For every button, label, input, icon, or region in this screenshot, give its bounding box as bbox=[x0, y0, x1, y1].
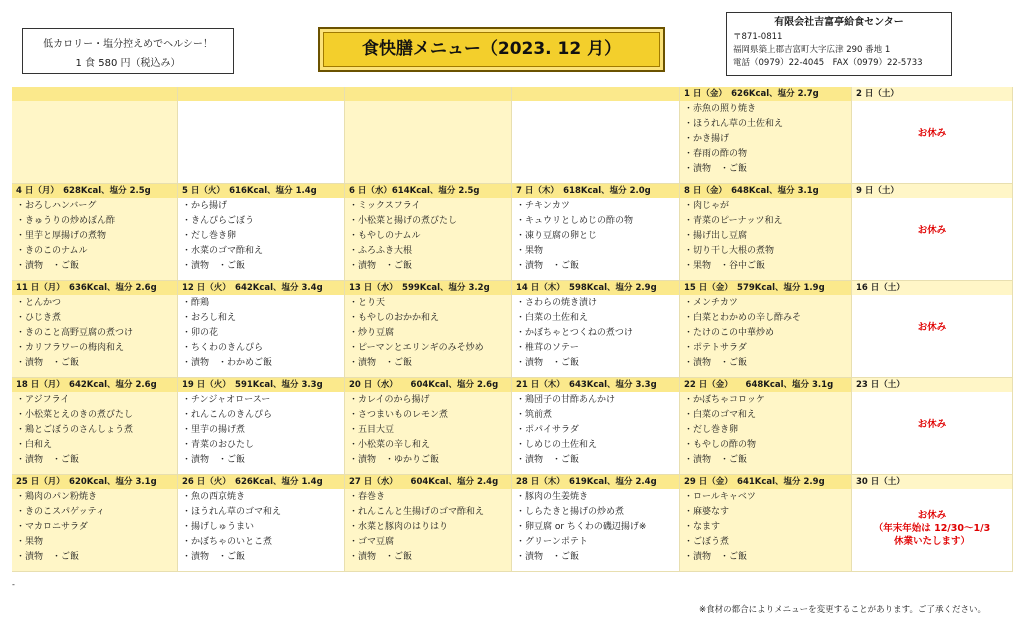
day-menu-list bbox=[680, 295, 851, 371]
menu-item: ・ゴマ豆腐 bbox=[349, 537, 395, 547]
menu-item: ・漬物 ・ご飯 bbox=[182, 455, 246, 465]
day-header: 7 日（木） 618Kcal、塩分 2.0g bbox=[512, 184, 679, 198]
calendar-day-cell bbox=[12, 184, 178, 281]
calendar-day-cell bbox=[512, 184, 680, 281]
menu-item: ・チキンカツ bbox=[516, 201, 570, 211]
menu-item: ・揚げしゅうまい bbox=[182, 522, 255, 532]
calendar-day-cell bbox=[345, 475, 512, 572]
menu-item: ・漬物 ・ご飯 bbox=[349, 261, 413, 271]
holiday-label: お休み bbox=[917, 128, 947, 139]
menu-item: ・キュウリとしめじの酢の物 bbox=[516, 216, 634, 226]
calendar-day-cell bbox=[345, 87, 512, 184]
menu-item: ・きんぴらごぼう bbox=[182, 216, 255, 226]
calendar-day-cell bbox=[12, 378, 178, 475]
footer-mark: - bbox=[12, 580, 15, 589]
menu-item: ・もやしの酢の物 bbox=[684, 440, 757, 450]
day-header: 4 日（月） 628Kcal、塩分 2.5g bbox=[12, 184, 177, 198]
day-header: 14 日（木） 598Kcal、塩分 2.9g bbox=[512, 281, 679, 295]
calendar-day-cell bbox=[852, 475, 1013, 572]
menu-item: ・きのこと高野豆腐の煮つけ bbox=[16, 328, 134, 338]
company-name: 有限会社吉富亭給食センター bbox=[774, 17, 904, 28]
menu-item: ・ほうれん草のゴマ和え bbox=[182, 507, 282, 517]
calendar-day-cell bbox=[12, 281, 178, 378]
day-header: 18 日（月） 642Kcal、塩分 2.6g bbox=[12, 378, 177, 392]
menu-item: ・かぼちゃコロッケ bbox=[684, 395, 765, 405]
day-menu-list bbox=[178, 392, 344, 468]
menu-item: ・漬物 ・ご飯 bbox=[16, 455, 80, 465]
calendar-day-cell bbox=[852, 281, 1013, 378]
menu-item: ・かぼちゃのいとこ煮 bbox=[182, 537, 273, 547]
footer-note: ※食材の都合によりメニューを変更することがあります。ご了承ください。 bbox=[699, 605, 986, 615]
menu-item: ・から揚げ bbox=[182, 201, 228, 211]
day-header: 8 日（金） 648Kcal、塩分 3.1g bbox=[680, 184, 851, 198]
holiday-note: （年末年始は 12/30～1/3 bbox=[873, 523, 991, 534]
menu-item: ・水菜のゴマ酢和え bbox=[182, 246, 264, 256]
holiday-label: お休み bbox=[917, 510, 947, 521]
day-header bbox=[512, 87, 679, 101]
menu-item: ・炒り豆腐 bbox=[349, 328, 395, 338]
menu-item: ・漬物 ・ご飯 bbox=[516, 358, 580, 368]
day-menu-list bbox=[345, 489, 511, 565]
menu-item: ・ロールキャベツ bbox=[684, 492, 756, 502]
menu-item: ・里芋の揚げ煮 bbox=[182, 425, 246, 435]
calendar-day-cell bbox=[680, 184, 852, 281]
menu-item: ・とんかつ bbox=[16, 298, 62, 308]
calendar-day-cell bbox=[512, 87, 680, 184]
menu-item: ・漬物 ・ご飯 bbox=[684, 455, 748, 465]
day-menu-list bbox=[512, 489, 679, 565]
company-address: 福岡県築上郡吉富町大字広津 290 番地 1 bbox=[733, 45, 891, 55]
menu-item: ・漬物 ・ご飯 bbox=[516, 261, 580, 271]
holiday-notice bbox=[852, 418, 1012, 431]
company-box bbox=[726, 12, 952, 76]
day-menu-list bbox=[680, 392, 851, 468]
menu-item: ・春雨の酢の物 bbox=[684, 149, 748, 159]
calendar-day-cell bbox=[512, 475, 680, 572]
holiday-notice bbox=[852, 509, 1012, 548]
day-header: 23 日（土） bbox=[852, 378, 1012, 392]
menu-item: ・ミックスフライ bbox=[349, 201, 421, 211]
menu-item: ・漬物 ・ご飯 bbox=[516, 552, 580, 562]
menu-item: ・白菜のゴマ和え bbox=[684, 410, 757, 420]
calendar-day-cell bbox=[178, 184, 345, 281]
day-header: 9 日（土） bbox=[852, 184, 1012, 198]
calendar-day-cell bbox=[345, 184, 512, 281]
company-postal: 〒871-0811 bbox=[733, 32, 783, 42]
menu-item: ・しめじの土佐和え bbox=[516, 440, 598, 450]
calendar-day-cell bbox=[12, 475, 178, 572]
menu-item: ・ピーマンとエリンギのみそ炒め bbox=[349, 343, 484, 353]
day-menu-list bbox=[345, 295, 511, 371]
menu-item: ・ひじき煮 bbox=[16, 313, 62, 323]
menu-item: ・おろしハンバーグ bbox=[16, 201, 97, 211]
day-header bbox=[345, 87, 511, 101]
company-contact: 電話（0979）22-4045 FAX（0979）22-5733 bbox=[733, 58, 923, 68]
menu-item: ・だし巻き卵 bbox=[182, 231, 237, 241]
day-header: 13 日（水） 599Kcal、塩分 3.2g bbox=[345, 281, 511, 295]
menu-item: ・鶏とごぼうのさんしょう煮 bbox=[16, 425, 134, 435]
day-menu-list bbox=[512, 392, 679, 468]
menu-item: ・白菜とわかめの辛し酢みそ bbox=[684, 313, 802, 323]
day-menu-list bbox=[12, 489, 177, 565]
menu-item: ・カレイのから揚げ bbox=[349, 395, 430, 405]
menu-item: ・かぼちゃとつくねの煮つけ bbox=[516, 328, 633, 338]
menu-item: ・ごぼう煮 bbox=[684, 537, 730, 547]
day-header: 5 日（火） 616Kcal、塩分 1.4g bbox=[178, 184, 344, 198]
day-header: 20 日（水） 604Kcal、塩分 2.6g bbox=[345, 378, 511, 392]
menu-item: ・漬物 ・ご飯 bbox=[182, 261, 246, 271]
day-header: 19 日（火） 591Kcal、塩分 3.3g bbox=[178, 378, 344, 392]
menu-item: ・マカロニサラダ bbox=[16, 522, 88, 532]
menu-item: ・漬物 ・ゆかりご飯 bbox=[349, 455, 440, 465]
menu-item: ・もやしのおかか和え bbox=[349, 313, 440, 323]
menu-item: ・五目大豆 bbox=[349, 425, 395, 435]
menu-title: 食快膳メニュー（2023. 12 月） bbox=[318, 27, 665, 72]
menu-item: ・漬物 ・ご飯 bbox=[516, 455, 580, 465]
day-menu-list bbox=[178, 198, 344, 274]
menu-item: ・切り干し大根の煮物 bbox=[684, 246, 775, 256]
tagline-box bbox=[22, 28, 234, 74]
day-menu-list bbox=[12, 392, 177, 468]
menu-item: ・きゅうりの炒めぽん酢 bbox=[16, 216, 116, 226]
day-header: 27 日（水） 604Kcal、塩分 2.4g bbox=[345, 475, 511, 489]
day-header bbox=[12, 87, 177, 101]
menu-item: ・春巻き bbox=[349, 492, 386, 502]
menu-item: ・おろし和え bbox=[182, 313, 237, 323]
menu-item: ・たけのこの中華炒め bbox=[684, 328, 775, 338]
menu-calendar bbox=[12, 87, 1013, 572]
day-header: 16 日（土） bbox=[852, 281, 1012, 295]
menu-item: ・漬物 ・ご飯 bbox=[16, 552, 80, 562]
day-header: 1 日（金） 626Kcal、塩分 2.7g bbox=[680, 87, 851, 101]
menu-item: ・メンチカツ bbox=[684, 298, 738, 308]
tagline: 低カロリー・塩分控えめでヘルシー！ bbox=[43, 39, 213, 50]
menu-item: ・酢鶏 bbox=[182, 298, 210, 308]
menu-item: ・揚げ出し豆腐 bbox=[684, 231, 748, 241]
day-menu-list bbox=[178, 489, 344, 565]
calendar-day-cell bbox=[178, 281, 345, 378]
day-header: 12 日（火） 642Kcal、塩分 3.4g bbox=[178, 281, 344, 295]
menu-item: ・さつまいものレモン煮 bbox=[349, 410, 449, 420]
menu-item: ・白和え bbox=[16, 440, 53, 450]
menu-item: ・だし巻き卵 bbox=[684, 425, 739, 435]
menu-item: ・肉じゃが bbox=[684, 201, 730, 211]
holiday-notice bbox=[852, 321, 1012, 334]
day-menu-list bbox=[680, 489, 851, 565]
holiday-notice bbox=[852, 127, 1012, 140]
menu-item: ・漬物 ・ご飯 bbox=[16, 358, 80, 368]
calendar-day-cell bbox=[680, 87, 852, 184]
day-menu-list bbox=[680, 198, 851, 274]
day-menu-list bbox=[345, 198, 511, 274]
calendar-day-cell bbox=[680, 281, 852, 378]
menu-item: ・しらたきと揚げの炒め煮 bbox=[516, 507, 625, 517]
calendar-day-cell bbox=[12, 87, 178, 184]
day-header: 25 日（月） 620Kcal、塩分 3.1g bbox=[12, 475, 177, 489]
menu-item: ・もやしのナムル bbox=[349, 231, 421, 241]
day-menu-list bbox=[12, 295, 177, 371]
menu-item: ・きのこスパゲッティ bbox=[16, 507, 105, 517]
day-header: 11 日（月） 636Kcal、塩分 2.6g bbox=[12, 281, 177, 295]
menu-item: ・漬物 ・ご飯 bbox=[16, 261, 80, 271]
menu-item: ・鶏肉のパン粉焼き bbox=[16, 492, 98, 502]
menu-item: ・カリフラワーの梅肉和え bbox=[16, 343, 125, 353]
menu-item: ・果物 bbox=[16, 537, 44, 547]
day-header: 28 日（木） 619Kcal、塩分 2.4g bbox=[512, 475, 679, 489]
menu-item: ・漬物 ・ご飯 bbox=[349, 358, 413, 368]
menu-item: ・白菜の土佐和え bbox=[516, 313, 589, 323]
day-header: 2 日（土） bbox=[852, 87, 1012, 101]
holiday-label: お休み bbox=[917, 225, 947, 236]
menu-item: ・青菜のおひたし bbox=[182, 440, 255, 450]
calendar-day-cell bbox=[680, 378, 852, 475]
calendar-day-cell bbox=[345, 281, 512, 378]
day-header: 29 日（金） 641Kcal、塩分 2.9g bbox=[680, 475, 851, 489]
menu-item: ・漬物 ・ご飯 bbox=[349, 552, 413, 562]
menu-item: ・チンジャオロースー bbox=[182, 395, 271, 405]
menu-item: ・豚肉の生姜焼き bbox=[516, 492, 589, 502]
calendar-day-cell bbox=[178, 378, 345, 475]
calendar-day-cell bbox=[512, 281, 680, 378]
day-header: 26 日（火） 626Kcal、塩分 1.4g bbox=[178, 475, 344, 489]
menu-item: ・筑前煮 bbox=[516, 410, 553, 420]
menu-item: ・漬物 ・ご飯 bbox=[182, 552, 246, 562]
menu-item: ・凍り豆腐の卵とじ bbox=[516, 231, 598, 241]
day-menu-list bbox=[512, 295, 679, 371]
menu-item: ・果物 ・谷中ご飯 bbox=[684, 261, 766, 271]
menu-item: ・れんこんのきんぴら bbox=[182, 410, 273, 420]
menu-item: ・里芋と厚揚げの煮物 bbox=[16, 231, 107, 241]
menu-item: ・ふろふき大根 bbox=[349, 246, 413, 256]
day-menu-list bbox=[178, 295, 344, 371]
menu-item: ・ちくわのきんぴら bbox=[182, 343, 264, 353]
menu-item: ・かき揚げ bbox=[684, 134, 730, 144]
menu-item: ・アジフライ bbox=[16, 395, 70, 405]
holiday-note: 休業いたします） bbox=[893, 536, 970, 547]
calendar-day-cell bbox=[178, 87, 345, 184]
menu-item: ・グリーンポテト bbox=[516, 537, 588, 547]
calendar-day-cell bbox=[852, 184, 1013, 281]
menu-item: ・小松菜の辛し和え bbox=[349, 440, 431, 450]
day-menu-list bbox=[680, 101, 851, 177]
menu-item: ・小松菜とえのきの煮びたし bbox=[16, 410, 134, 420]
calendar-day-cell bbox=[680, 475, 852, 572]
calendar-day-cell bbox=[178, 475, 345, 572]
menu-item: ・ポパイサラダ bbox=[516, 425, 579, 435]
day-header: 22 日（金） 648Kcal、塩分 3.1g bbox=[680, 378, 851, 392]
menu-item: ・卵豆腐 or ちくわの磯辺揚げ※ bbox=[516, 522, 647, 532]
holiday-label: お休み bbox=[917, 322, 947, 333]
menu-item: ・赤魚の照り焼き bbox=[684, 104, 757, 114]
day-header bbox=[178, 87, 344, 101]
menu-item: ・漬物 ・ご飯 bbox=[684, 358, 748, 368]
menu-item: ・卯の花 bbox=[182, 328, 219, 338]
day-menu-list bbox=[12, 198, 177, 274]
menu-item: ・漬物 ・わかめご飯 bbox=[182, 358, 273, 368]
calendar-day-cell bbox=[345, 378, 512, 475]
day-header: 6 日（水）614Kcal、塩分 2.5g bbox=[345, 184, 511, 198]
day-menu-list bbox=[512, 198, 679, 274]
day-header: 15 日（金） 579Kcal、塩分 1.9g bbox=[680, 281, 851, 295]
menu-item: ・とり天 bbox=[349, 298, 386, 308]
holiday-notice bbox=[852, 224, 1012, 237]
day-header: 30 日（土） bbox=[852, 475, 1012, 489]
menu-item: ・きのこのナムル bbox=[16, 246, 88, 256]
menu-item: ・青菜のピーナッツ和え bbox=[684, 216, 783, 226]
menu-item: ・果物 bbox=[516, 246, 544, 256]
menu-item: ・麻婆なす bbox=[684, 507, 730, 517]
day-header: 21 日（木） 643Kcal、塩分 3.3g bbox=[512, 378, 679, 392]
menu-item: ・さわらの焼き漬け bbox=[516, 298, 598, 308]
menu-item: ・漬物 ・ご飯 bbox=[684, 164, 748, 174]
menu-item: ・れんこんと生揚げのゴマ酢和え bbox=[349, 507, 485, 517]
calendar-day-cell bbox=[852, 87, 1013, 184]
menu-item: ・なます bbox=[684, 522, 721, 532]
calendar-day-cell bbox=[852, 378, 1013, 475]
menu-item: ・漬物 ・ご飯 bbox=[684, 552, 748, 562]
menu-item: ・水菜と豚肉のはりはり bbox=[349, 522, 449, 532]
calendar-day-cell bbox=[512, 378, 680, 475]
menu-item: ・ほうれん草の土佐和え bbox=[684, 119, 784, 129]
day-menu-list bbox=[345, 392, 511, 468]
menu-item: ・鶏団子の甘酢あんかけ bbox=[516, 395, 616, 405]
menu-item: ・椎茸のソテー bbox=[516, 343, 579, 353]
menu-item: ・魚の西京焼き bbox=[182, 492, 246, 502]
holiday-label: お休み bbox=[917, 419, 947, 430]
menu-item: ・ポテトサラダ bbox=[684, 343, 747, 353]
menu-item: ・小松菜と揚げの煮びたし bbox=[349, 216, 458, 226]
price-label: 1 食 580 円（税込み） bbox=[75, 58, 181, 69]
